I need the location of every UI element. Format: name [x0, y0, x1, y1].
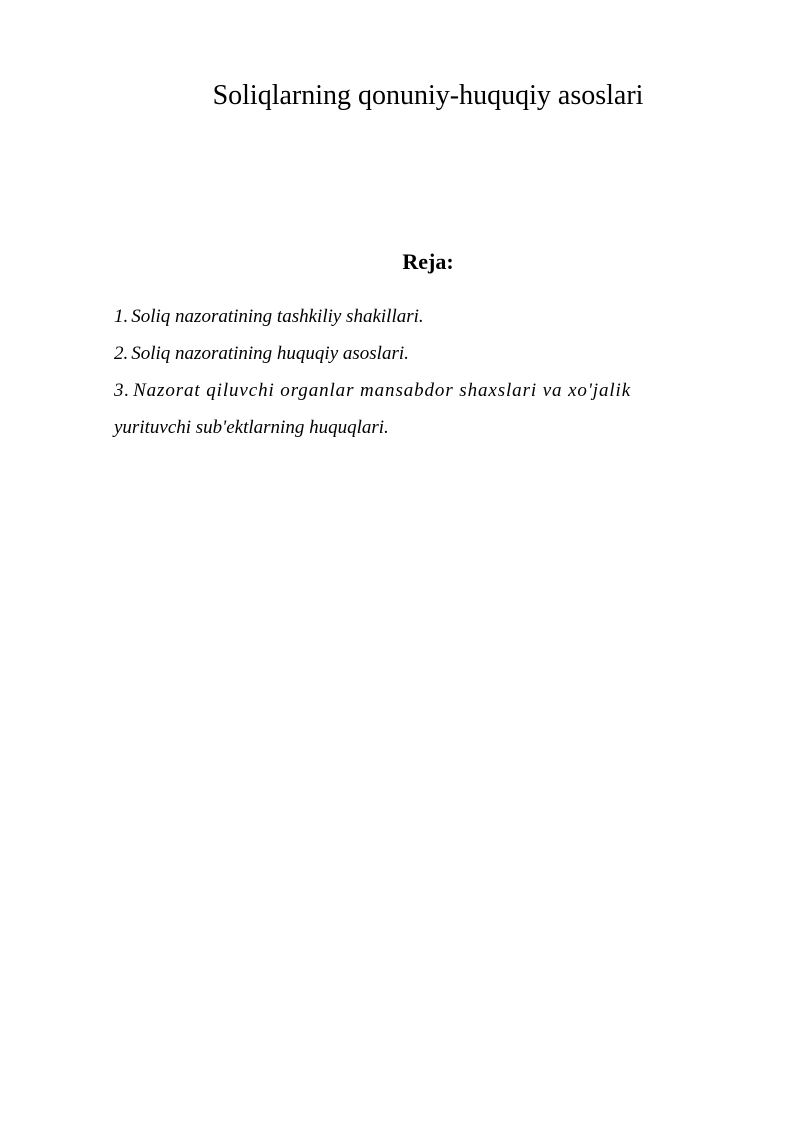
plan-item-text: Soliq nazoratining huquqiy asoslari.: [131, 343, 409, 364]
plan-item-number: 2.: [114, 343, 129, 364]
document-title: Soliqlarning qonuniy-huquqiy asoslari: [212, 80, 644, 111]
plan-list: [114, 298, 704, 446]
plan-item-number: 3.: [114, 380, 131, 401]
plan-heading: Reja:: [402, 249, 454, 274]
plan-item-1: [114, 298, 704, 335]
plan-item-number: 1.: [114, 306, 129, 327]
plan-item-text: Nazorat qiluvchi organlar mansabdor shaxslari va xo'jalik: [133, 380, 632, 401]
plan-item-text-continuation: yurituvchi sub'ektlarning huquqlari.: [114, 417, 389, 438]
plan-item-text: Soliq nazoratining tashkiliy shakillari.: [131, 306, 424, 327]
plan-item-2: [114, 335, 704, 372]
plan-item-3: [114, 372, 704, 446]
